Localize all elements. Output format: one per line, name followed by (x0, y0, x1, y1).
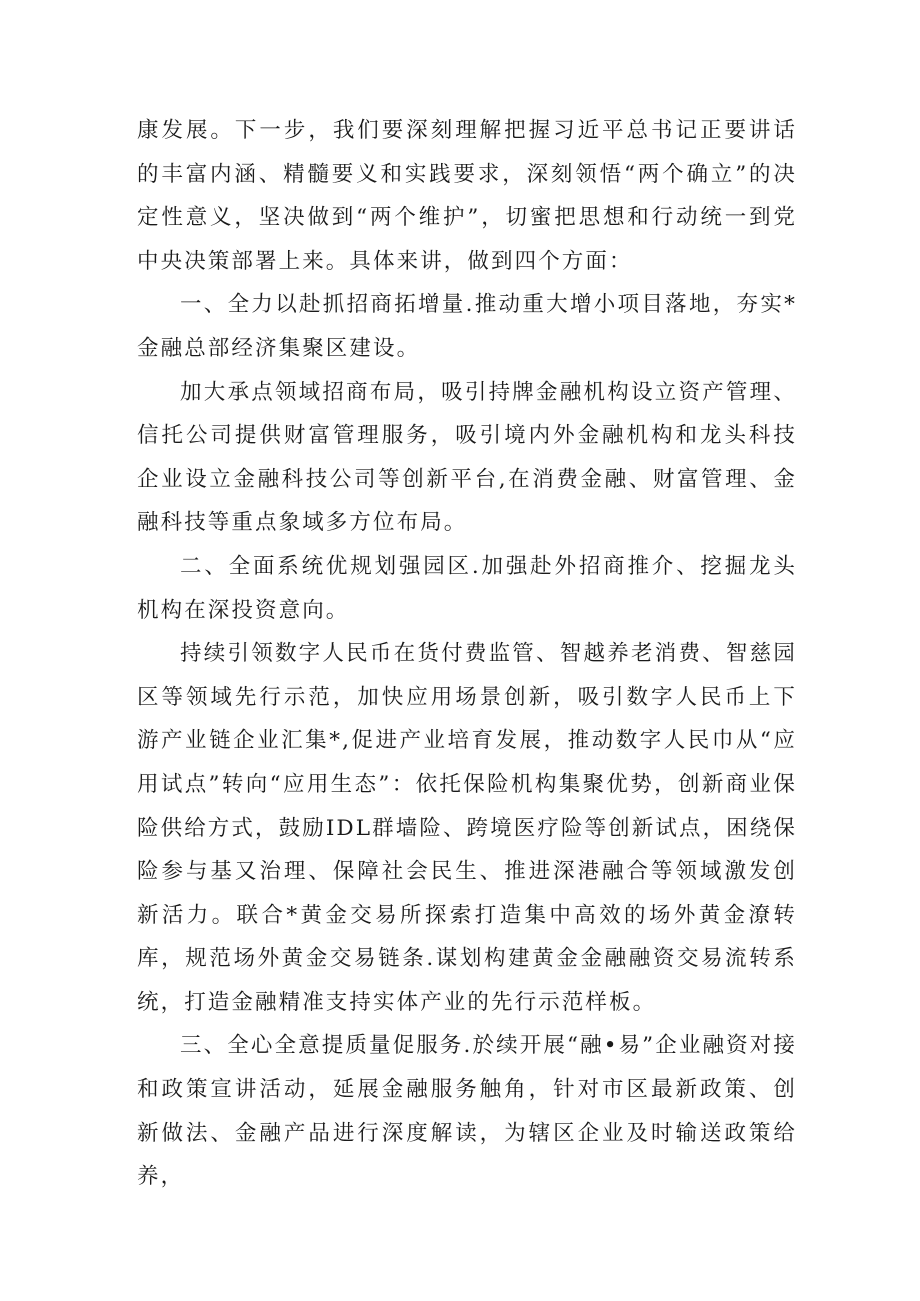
paragraph-digital-rmb: 持续引领数字人民币在货付费监管、智越养老消费、智慈园区等领域先行示范，加快应用场景创新，吸引数字人民币上下游产业链企业汇集*,促进产业培育发展，推动数字人民巾从“应用试点”转向“应用生态”：依托保险机构集聚优势，创新商业保险供给方式，鼓励IDL群墙险、跨境医疗险等创新试点，困绕保险参与基又治理、保障社会民生、推进深港融合等领域激发创新活力。联合*黄金交易所探索打造集中高效的场外黄金潦转库，规范场外黄金交易链条.谋划构建黄金金融融资交易流转系统，打造金融精准支持实体产业的先行示范样板。 (137, 641, 797, 1015)
document-body (137, 109, 797, 1199)
paragraph-section-one-heading: 一、全力以赴抓招商拓增量.推动重大增小项目落地，夯实*金融总部经济集聚区建设。 (137, 292, 797, 361)
paragraph-section-two-heading: 二、全面系统优规划强园区.加强赴外招商推介、挖掘龙头机构在深投资意向。 (137, 553, 797, 623)
paragraph-continuation: 康发展。下一步，我们要深刻理解把握习近平总书记正要讲话的丰富内涵、精髓要义和实践要求，深刻领悟“两个确立”的决定性意义，坚决做到“两个维护”，切蜜把思想和行动统一到党中央决策部署上来。具体来讲，做到四个方面： (137, 118, 797, 274)
paragraph-investment-layout: 加大承点领域招商布局，吸引持牌金融机构设立资产管理、信托公司提供财富管理服务，吸引境内外金融机构和龙头科技企业设立金融科技公司等创新平台,在消费金融、财富管理、金融科技等重点象域多方位布局。 (137, 379, 797, 536)
paragraph-section-three-heading: 三、全心全意提质量促服务.於续开展“融•易”企业融资对接和政策宣讲活动，延展金融服务触角，针对市区最新政策、创新做法、金融产品进行深度解读，为辖区企业及时输送政策给养， (137, 1033, 797, 1190)
